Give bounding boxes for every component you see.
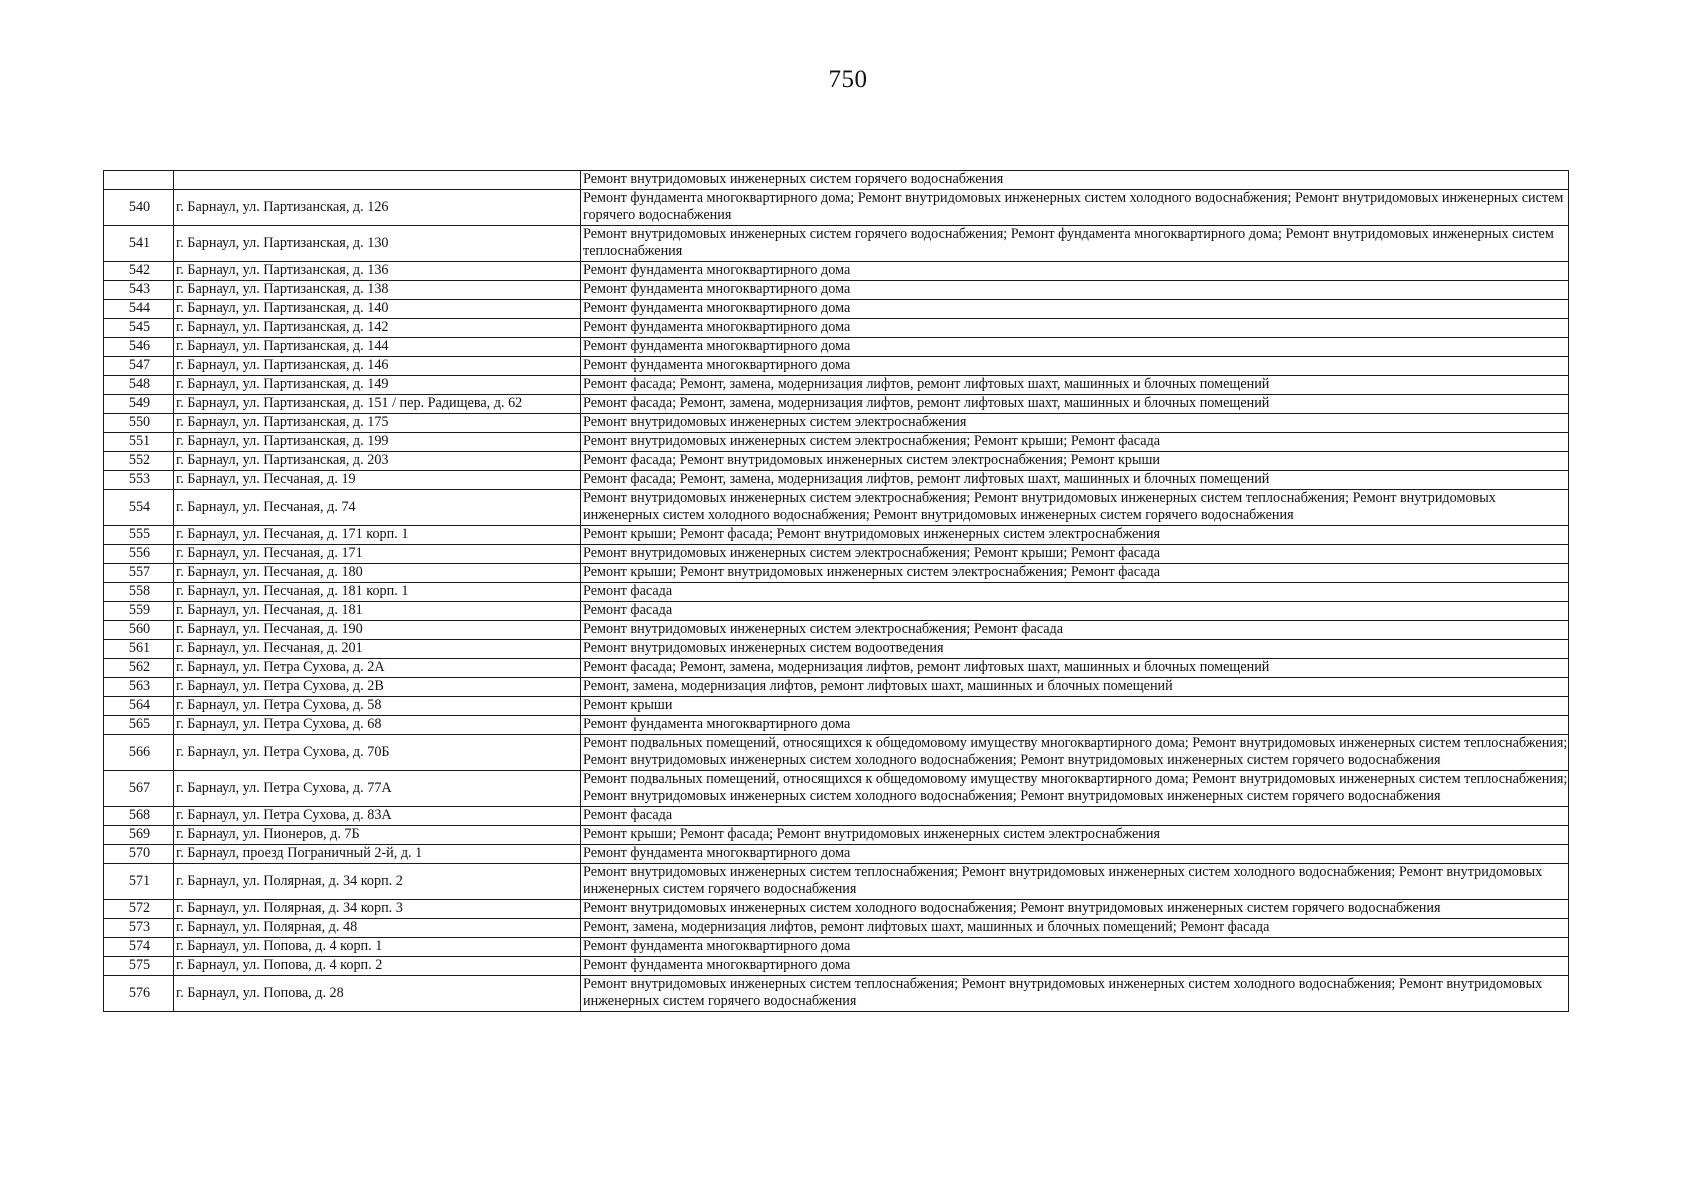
table-row bbox=[104, 281, 1569, 300]
address-cell: г. Барнаул, ул. Партизанская, д. 199 bbox=[174, 433, 581, 452]
works-cell: Ремонт крыши; Ремонт фасада; Ремонт внутридомовых инженерных систем электроснабжения bbox=[581, 826, 1569, 845]
address-cell: г. Барнаул, ул. Песчаная, д. 171 bbox=[174, 545, 581, 564]
address-cell: г. Барнаул, ул. Полярная, д. 34 корп. 3 bbox=[174, 900, 581, 919]
row-number-cell: 549 bbox=[104, 395, 174, 414]
works-cell: Ремонт внутридомовых инженерных систем теплоснабжения; Ремонт внутридомовых инженерных систем холодного водоснабжения; Ремонт внутридомовых инженерных систем горячего водоснабжения bbox=[581, 976, 1569, 1012]
works-cell: Ремонт, замена, модернизация лифтов, ремонт лифтовых шахт, машинных и блочных помещений; Ремонт фасада bbox=[581, 919, 1569, 938]
works-cell: Ремонт фасада; Ремонт, замена, модернизация лифтов, ремонт лифтовых шахт, машинных и блочных помещений bbox=[581, 471, 1569, 490]
works-cell: Ремонт фасада; Ремонт, замена, модернизация лифтов, ремонт лифтовых шахт, машинных и блочных помещений bbox=[581, 395, 1569, 414]
table-row bbox=[104, 319, 1569, 338]
row-number-cell: 542 bbox=[104, 262, 174, 281]
row-number-cell bbox=[104, 171, 174, 190]
row-number-cell: 568 bbox=[104, 807, 174, 826]
row-number-cell: 546 bbox=[104, 338, 174, 357]
address-cell: г. Барнаул, ул. Партизанская, д. 151 / пер. Радищева, д. 62 bbox=[174, 395, 581, 414]
row-number-cell: 569 bbox=[104, 826, 174, 845]
works-cell: Ремонт фундамента многоквартирного дома bbox=[581, 300, 1569, 319]
works-cell: Ремонт крыши bbox=[581, 697, 1569, 716]
table-row bbox=[104, 338, 1569, 357]
row-number-cell: 548 bbox=[104, 376, 174, 395]
address-cell: г. Барнаул, ул. Петра Сухова, д. 83А bbox=[174, 807, 581, 826]
address-cell: г. Барнаул, ул. Партизанская, д. 140 bbox=[174, 300, 581, 319]
works-cell: Ремонт фундамента многоквартирного дома bbox=[581, 281, 1569, 300]
row-number-cell: 562 bbox=[104, 659, 174, 678]
row-number-cell: 550 bbox=[104, 414, 174, 433]
row-number-cell: 552 bbox=[104, 452, 174, 471]
works-cell: Ремонт фундамента многоквартирного дома bbox=[581, 938, 1569, 957]
row-number-cell: 557 bbox=[104, 564, 174, 583]
table-row bbox=[104, 376, 1569, 395]
table-row bbox=[104, 735, 1569, 771]
row-number-cell: 567 bbox=[104, 771, 174, 807]
table-row bbox=[104, 716, 1569, 735]
row-number-cell: 554 bbox=[104, 490, 174, 526]
row-number-cell: 543 bbox=[104, 281, 174, 300]
table-row bbox=[104, 171, 1569, 190]
works-cell: Ремонт подвальных помещений, относящихся к общедомовому имуществу многоквартирного дома; Ремонт внутридомовых инженерных систем теплоснабжения; Ремонт внутридомовых инженерных систем холодного водоснабжения; Ремонт внутридомовых инженерных систем горячего водоснабжения bbox=[581, 735, 1569, 771]
table-row bbox=[104, 678, 1569, 697]
address-cell: г. Барнаул, ул. Петра Сухова, д. 2А bbox=[174, 659, 581, 678]
table-row bbox=[104, 526, 1569, 545]
row-number-cell: 564 bbox=[104, 697, 174, 716]
address-cell: г. Барнаул, ул. Попова, д. 28 bbox=[174, 976, 581, 1012]
address-cell: г. Барнаул, ул. Партизанская, д. 144 bbox=[174, 338, 581, 357]
table-row bbox=[104, 845, 1569, 864]
row-number-cell: 556 bbox=[104, 545, 174, 564]
table-row bbox=[104, 395, 1569, 414]
row-number-cell: 573 bbox=[104, 919, 174, 938]
address-cell: г. Барнаул, ул. Петра Сухова, д. 68 bbox=[174, 716, 581, 735]
table-row bbox=[104, 938, 1569, 957]
address-cell: г. Барнаул, ул. Полярная, д. 34 корп. 2 bbox=[174, 864, 581, 900]
table-row bbox=[104, 433, 1569, 452]
table-row bbox=[104, 602, 1569, 621]
works-cell: Ремонт, замена, модернизация лифтов, ремонт лифтовых шахт, машинных и блочных помещений bbox=[581, 678, 1569, 697]
table-row bbox=[104, 659, 1569, 678]
address-cell: г. Барнаул, ул. Партизанская, д. 146 bbox=[174, 357, 581, 376]
row-number-cell: 541 bbox=[104, 226, 174, 262]
address-cell: г. Барнаул, ул. Партизанская, д. 138 bbox=[174, 281, 581, 300]
works-cell: Ремонт внутридомовых инженерных систем электроснабжения; Ремонт крыши; Ремонт фасада bbox=[581, 545, 1569, 564]
table-row bbox=[104, 697, 1569, 716]
table-row bbox=[104, 900, 1569, 919]
works-cell: Ремонт внутридомовых инженерных систем горячего водоснабжения; Ремонт фундамента многоквартирного дома; Ремонт внутридомовых инженерных систем теплоснабжения bbox=[581, 226, 1569, 262]
table-row bbox=[104, 640, 1569, 659]
works-cell: Ремонт фундамента многоквартирного дома bbox=[581, 845, 1569, 864]
address-cell: г. Барнаул, ул. Песчаная, д. 74 bbox=[174, 490, 581, 526]
works-cell: Ремонт фундамента многоквартирного дома bbox=[581, 262, 1569, 281]
address-cell: г. Барнаул, ул. Песчаная, д. 171 корп. 1 bbox=[174, 526, 581, 545]
works-cell: Ремонт внутридомовых инженерных систем электроснабжения; Ремонт крыши; Ремонт фасада bbox=[581, 433, 1569, 452]
works-cell: Ремонт фасада bbox=[581, 807, 1569, 826]
works-cell: Ремонт фундамента многоквартирного дома bbox=[581, 716, 1569, 735]
address-cell: г. Барнаул, ул. Петра Сухова, д. 2В bbox=[174, 678, 581, 697]
row-number-cell: 544 bbox=[104, 300, 174, 319]
address-cell: г. Барнаул, ул. Песчаная, д. 181 корп. 1 bbox=[174, 583, 581, 602]
row-number-cell: 572 bbox=[104, 900, 174, 919]
row-number-cell: 563 bbox=[104, 678, 174, 697]
repair-register-table bbox=[103, 170, 1569, 1012]
table-row bbox=[104, 807, 1569, 826]
works-cell: Ремонт фасада bbox=[581, 583, 1569, 602]
address-cell: г. Барнаул, ул. Песчаная, д. 181 bbox=[174, 602, 581, 621]
address-cell: г. Барнаул, проезд Пограничный 2-й, д. 1 bbox=[174, 845, 581, 864]
table-row bbox=[104, 826, 1569, 845]
address-cell: г. Барнаул, ул. Полярная, д. 48 bbox=[174, 919, 581, 938]
address-cell: г. Барнаул, ул. Попова, д. 4 корп. 2 bbox=[174, 957, 581, 976]
works-cell: Ремонт фасада bbox=[581, 602, 1569, 621]
address-cell: г. Барнаул, ул. Петра Сухова, д. 77А bbox=[174, 771, 581, 807]
table-row bbox=[104, 957, 1569, 976]
table-row bbox=[104, 452, 1569, 471]
works-cell: Ремонт внутридомовых инженерных систем теплоснабжения; Ремонт внутридомовых инженерных систем холодного водоснабжения; Ремонт внутридомовых инженерных систем горячего водоснабжения bbox=[581, 864, 1569, 900]
works-cell: Ремонт внутридомовых инженерных систем электроснабжения bbox=[581, 414, 1569, 433]
works-cell: Ремонт крыши; Ремонт внутридомовых инженерных систем электроснабжения; Ремонт фасада bbox=[581, 564, 1569, 583]
table-row bbox=[104, 919, 1569, 938]
address-cell: г. Барнаул, ул. Песчаная, д. 19 bbox=[174, 471, 581, 490]
table-row bbox=[104, 583, 1569, 602]
table-body bbox=[104, 171, 1569, 1012]
works-cell: Ремонт фасада; Ремонт внутридомовых инженерных систем электроснабжения; Ремонт крыши bbox=[581, 452, 1569, 471]
row-number-cell: 576 bbox=[104, 976, 174, 1012]
works-cell: Ремонт внутридомовых инженерных систем электроснабжения; Ремонт фасада bbox=[581, 621, 1569, 640]
address-cell bbox=[174, 171, 581, 190]
address-cell: г. Барнаул, ул. Петра Сухова, д. 70Б bbox=[174, 735, 581, 771]
row-number-cell: 575 bbox=[104, 957, 174, 976]
row-number-cell: 540 bbox=[104, 190, 174, 226]
works-cell: Ремонт внутридомовых инженерных систем электроснабжения; Ремонт внутридомовых инженерных систем теплоснабжения; Ремонт внутридомовых инженерных систем холодного водоснабжения; Ремонт внутридомовых инженерных систем горячего водоснабжения bbox=[581, 490, 1569, 526]
table-row bbox=[104, 471, 1569, 490]
row-number-cell: 558 bbox=[104, 583, 174, 602]
address-cell: г. Барнаул, ул. Партизанская, д. 126 bbox=[174, 190, 581, 226]
row-number-cell: 551 bbox=[104, 433, 174, 452]
works-cell: Ремонт фундамента многоквартирного дома bbox=[581, 357, 1569, 376]
works-cell: Ремонт внутридомовых инженерных систем горячего водоснабжения bbox=[581, 171, 1569, 190]
table-row bbox=[104, 226, 1569, 262]
row-number-cell: 559 bbox=[104, 602, 174, 621]
row-number-cell: 571 bbox=[104, 864, 174, 900]
works-cell: Ремонт крыши; Ремонт фасада; Ремонт внутридомовых инженерных систем электроснабжения bbox=[581, 526, 1569, 545]
table-row bbox=[104, 621, 1569, 640]
table-row bbox=[104, 490, 1569, 526]
table-row bbox=[104, 771, 1569, 807]
table-row bbox=[104, 357, 1569, 376]
works-cell: Ремонт фундамента многоквартирного дома bbox=[581, 957, 1569, 976]
address-cell: г. Барнаул, ул. Партизанская, д. 149 bbox=[174, 376, 581, 395]
works-cell: Ремонт фундамента многоквартирного дома; Ремонт внутридомовых инженерных систем холодного водоснабжения; Ремонт внутридомовых инженерных систем горячего водоснабжения bbox=[581, 190, 1569, 226]
works-cell: Ремонт фасада; Ремонт, замена, модернизация лифтов, ремонт лифтовых шахт, машинных и блочных помещений bbox=[581, 659, 1569, 678]
address-cell: г. Барнаул, ул. Партизанская, д. 203 bbox=[174, 452, 581, 471]
works-cell: Ремонт фундамента многоквартирного дома bbox=[581, 319, 1569, 338]
works-cell: Ремонт внутридомовых инженерных систем холодного водоснабжения; Ремонт внутридомовых инженерных систем горячего водоснабжения bbox=[581, 900, 1569, 919]
row-number-cell: 555 bbox=[104, 526, 174, 545]
works-cell: Ремонт подвальных помещений, относящихся к общедомовому имуществу многоквартирного дома; Ремонт внутридомовых инженерных систем теплоснабжения; Ремонт внутридомовых инженерных систем холодного водоснабжения; Ремонт внутридомовых инженерных систем горячего водоснабжения bbox=[581, 771, 1569, 807]
address-cell: г. Барнаул, ул. Партизанская, д. 142 bbox=[174, 319, 581, 338]
address-cell: г. Барнаул, ул. Петра Сухова, д. 58 bbox=[174, 697, 581, 716]
table-row bbox=[104, 976, 1569, 1012]
address-cell: г. Барнаул, ул. Песчаная, д. 180 bbox=[174, 564, 581, 583]
row-number-cell: 547 bbox=[104, 357, 174, 376]
row-number-cell: 574 bbox=[104, 938, 174, 957]
address-cell: г. Барнаул, ул. Пионеров, д. 7Б bbox=[174, 826, 581, 845]
works-cell: Ремонт внутридомовых инженерных систем водоотведения bbox=[581, 640, 1569, 659]
address-cell: г. Барнаул, ул. Партизанская, д. 130 bbox=[174, 226, 581, 262]
page-number: 750 bbox=[828, 66, 868, 93]
row-number-cell: 566 bbox=[104, 735, 174, 771]
row-number-cell: 565 bbox=[104, 716, 174, 735]
table-row bbox=[104, 300, 1569, 319]
table-row bbox=[104, 414, 1569, 433]
row-number-cell: 561 bbox=[104, 640, 174, 659]
address-cell: г. Барнаул, ул. Песчаная, д. 201 bbox=[174, 640, 581, 659]
address-cell: г. Барнаул, ул. Попова, д. 4 корп. 1 bbox=[174, 938, 581, 957]
table-row bbox=[104, 564, 1569, 583]
row-number-cell: 545 bbox=[104, 319, 174, 338]
row-number-cell: 560 bbox=[104, 621, 174, 640]
row-number-cell: 553 bbox=[104, 471, 174, 490]
address-cell: г. Барнаул, ул. Партизанская, д. 175 bbox=[174, 414, 581, 433]
works-cell: Ремонт фундамента многоквартирного дома bbox=[581, 338, 1569, 357]
table-row bbox=[104, 545, 1569, 564]
works-cell: Ремонт фасада; Ремонт, замена, модернизация лифтов, ремонт лифтовых шахт, машинных и блочных помещений bbox=[581, 376, 1569, 395]
address-cell: г. Барнаул, ул. Песчаная, д. 190 bbox=[174, 621, 581, 640]
row-number-cell: 570 bbox=[104, 845, 174, 864]
table-row bbox=[104, 190, 1569, 226]
address-cell: г. Барнаул, ул. Партизанская, д. 136 bbox=[174, 262, 581, 281]
table-row bbox=[104, 262, 1569, 281]
table-row bbox=[104, 864, 1569, 900]
